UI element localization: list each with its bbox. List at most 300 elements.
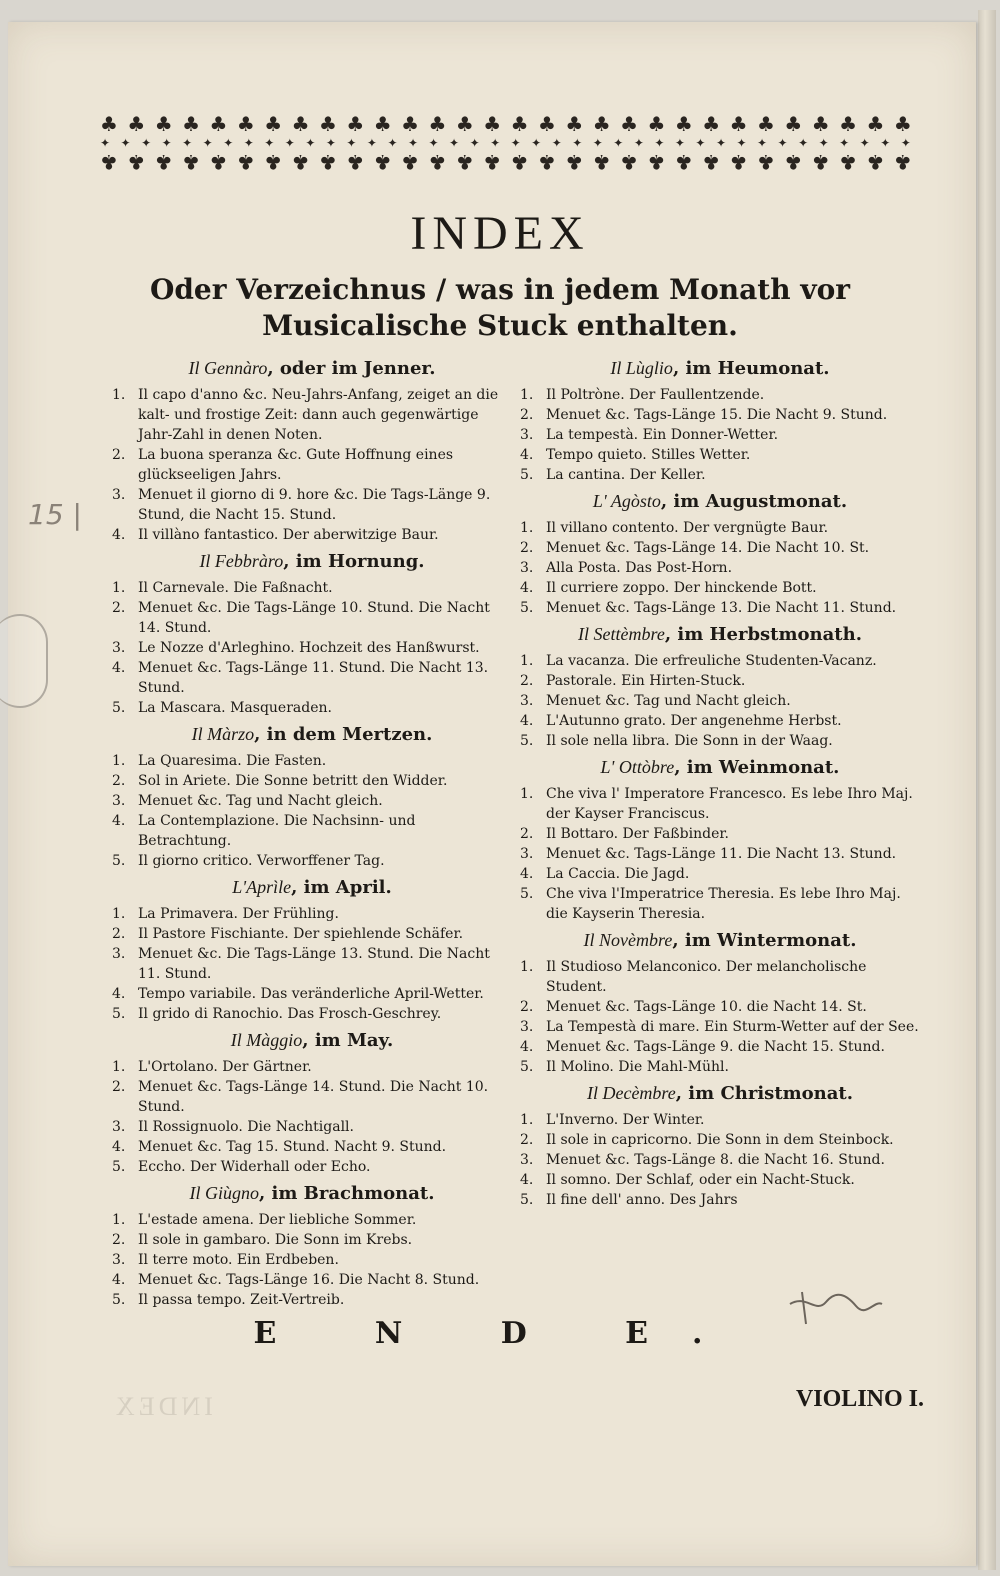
entry-number: 1.: [112, 580, 126, 596]
star-ornament-icon: ✦: [120, 136, 132, 150]
star-ornament-icon: ✦: [592, 136, 604, 150]
entry-number: 2.: [112, 773, 126, 789]
entry-text: Menuet &c. Tags-Länge 13. Die Nacht 11. Stund.: [546, 600, 897, 616]
fleuron-icon: ♣: [100, 112, 118, 136]
entry-text: Il somno. Der Schlaf, oder ein Nacht-Stuck.: [546, 1172, 855, 1188]
fleuron-icon: ♣: [893, 150, 912, 174]
fleuron-icon: ♣: [319, 112, 337, 136]
fleuron-icon: ♣: [346, 150, 365, 174]
star-ornament-icon: ✦: [243, 136, 255, 150]
entry-number: 3.: [520, 1019, 534, 1035]
fleuron-icon: ♣: [455, 112, 474, 136]
entry-number: 2.: [112, 447, 126, 463]
star-ornament-icon: ✦: [613, 136, 625, 150]
index-entry: [520, 1170, 920, 1190]
entry-text: Pastorale. Ein Hirten-Stuck.: [546, 673, 746, 689]
index-entry: [112, 1004, 512, 1024]
binding-ring: [0, 614, 48, 708]
index-entry: [112, 1230, 512, 1250]
index-entry: [520, 844, 920, 864]
entry-number: 4.: [112, 986, 126, 1002]
star-ornament-icon: ✦: [551, 136, 563, 150]
fleuron-icon: ♣: [565, 112, 584, 136]
index-entry: [520, 425, 920, 445]
fleuron-icon: ♣: [538, 150, 556, 174]
month-german: , im Brachmonat.: [259, 1183, 435, 1204]
entry-text: L'Autunno grato. Der angenehme Herbst.: [546, 713, 842, 729]
entry-text: Il capo d'anno &c. Neu-Jahrs-Anfang, zeiget an die kalt- und frostige Zeit: dann auch gegenwärtige Jahr-Zahl in denen Noten.: [138, 387, 499, 443]
month-italian: Il Lùglio: [610, 358, 673, 378]
fleuron-icon: ♣: [674, 112, 693, 136]
entry-number: 2.: [112, 1232, 126, 1248]
month-heading: [520, 622, 920, 647]
entry-text: Il Pastore Fischiante. Der spiehlende Schäfer.: [138, 926, 464, 942]
entry-number: 4.: [520, 1039, 534, 1055]
star-ornament-icon: ✦: [325, 136, 337, 150]
month-heading: [520, 1081, 920, 1106]
entry-text: Menuet &c. Tags-Länge 10. die Nacht 14. St.: [546, 999, 867, 1015]
index-entry: [112, 1290, 512, 1310]
month-italian: Il Gennàro: [188, 358, 268, 378]
entry-text: La tempestà. Ein Donner-Wetter.: [546, 427, 779, 443]
index-entry: [520, 824, 920, 844]
index-entry: [520, 598, 920, 618]
fleuron-icon: ♣: [647, 150, 666, 174]
fleuron-icon: ♣: [702, 112, 721, 136]
fleuron-icon: ♣: [674, 150, 693, 174]
footer-label: VIOLINO I.: [795, 1386, 924, 1412]
entry-text: Menuet &c. Tag 15. Stund. Nacht 9. Stund.: [138, 1139, 447, 1155]
entry-text: La vacanza. Die erfreuliche Studenten-Vacanz.: [546, 653, 877, 669]
entry-text: Che viva l' Imperatore Francesco. Es lebe Ihro Maj. der Kayser Franciscus.: [546, 786, 913, 822]
entry-text: Il sole in capricorno. Die Sonn in dem Steinbock.: [546, 1132, 894, 1148]
fleuron-icon: ♣: [538, 112, 556, 136]
bleed-through-text: INDEX: [112, 1392, 213, 1421]
month-german: , in dem Mertzen.: [254, 724, 433, 745]
page-subtitle: Oder Verzeichnus / was in jedem Monath vor Musicalische Stuck enthalten.: [149, 273, 851, 342]
ornament-border: [100, 114, 912, 194]
fleuron-icon: ♣: [647, 112, 666, 136]
month-german: , im Hornung.: [283, 551, 425, 572]
entry-text: Eccho. Der Widerhall oder Echo.: [138, 1159, 371, 1175]
fleuron-icon: ♣: [866, 150, 885, 174]
fleuron-icon: ♣: [236, 112, 255, 136]
index-entry: [112, 1137, 512, 1157]
entry-number: 4.: [112, 527, 126, 543]
index-entry: [112, 944, 512, 984]
entry-text: La Tempestà di mare. Ein Sturm-Wetter auf der See.: [546, 1019, 919, 1035]
month-german: , im Christmonat.: [675, 1083, 854, 1104]
star-ornament-icon: ✦: [757, 136, 769, 150]
star-ornament-icon: ✦: [141, 136, 153, 150]
entry-number: 4.: [520, 580, 534, 596]
entry-number: 4.: [520, 1172, 534, 1188]
entry-text: Menuet &c. Tags-Länge 14. Stund. Die Nacht 10. Stund.: [138, 1079, 489, 1115]
index-entry: [112, 598, 512, 638]
index-entry: [112, 525, 512, 545]
index-entry: [112, 485, 512, 525]
entry-text: Menuet &c. Tags-Länge 14. Die Nacht 10. St.: [546, 540, 870, 556]
star-ornament-icon: ✦: [100, 136, 112, 150]
fleuron-icon: ♣: [811, 112, 830, 136]
entry-text: Il grido di Ranochio. Das Frosch-Geschrey.: [138, 1006, 442, 1022]
fleuron-icon: ♣: [702, 150, 721, 174]
entry-number: 2.: [112, 1079, 126, 1095]
fleuron-icon: ♣: [483, 150, 502, 174]
star-ornament-icon: ✦: [736, 136, 748, 150]
fleuron-icon: ♣: [264, 112, 283, 136]
ornament-row-bottom: [100, 152, 912, 172]
index-entry: [112, 698, 512, 718]
entry-text: L'Inverno. Der Winter.: [546, 1112, 705, 1128]
entry-number: 3.: [520, 427, 534, 443]
entry-text: Il sole in gambaro. Die Sonn im Krebs.: [138, 1232, 413, 1248]
left-column: [112, 352, 512, 1310]
month-heading: [520, 489, 920, 514]
entry-number: 1.: [112, 753, 126, 769]
entry-number: 5.: [520, 1192, 534, 1208]
entry-number: 1.: [520, 1112, 534, 1128]
entry-number: 4.: [112, 1139, 126, 1155]
fleuron-icon: ♣: [209, 150, 228, 174]
month-heading: [520, 928, 920, 953]
index-entry: [520, 538, 920, 558]
star-ornament-icon: ✦: [161, 136, 173, 150]
entry-text: Menuet &c. Tag und Nacht gleich.: [138, 793, 383, 809]
entry-text: Menuet &c. Tags-Länge 11. Stund. Die Nacht 13. Stund.: [138, 660, 489, 696]
entry-number: 4.: [112, 813, 126, 829]
star-ornament-icon: ✦: [387, 136, 399, 150]
entry-number: 3.: [112, 793, 126, 809]
star-ornament-icon: ✦: [469, 136, 481, 150]
fleuron-icon: ♣: [592, 112, 611, 136]
index-entry: [520, 578, 920, 598]
month-italian: L' Ottòbre: [600, 757, 675, 777]
entry-text: Menuet &c. Tags-Länge 8. die Nacht 16. Stund.: [546, 1152, 885, 1168]
star-ornament-icon: ✦: [654, 136, 666, 150]
entry-text: Che viva l'Imperatrice Theresia. Es lebe Ihro Maj. die Kayserin Theresia.: [546, 886, 901, 922]
entry-text: Le Nozze d'Arleghino. Hochzeit des Hanßwurst.: [138, 640, 480, 656]
month-italian: L'Aprìle: [232, 877, 292, 897]
star-ornament-icon: ✦: [572, 136, 584, 150]
month-german: , im Augustmonat.: [660, 491, 848, 512]
entry-text: Menuet &c. Tags-Länge 16. Die Nacht 8. Stund.: [138, 1272, 480, 1288]
entry-number: 3.: [112, 1252, 126, 1268]
page-title: INDEX: [410, 207, 590, 260]
entry-number: 4.: [520, 447, 534, 463]
star-ornament-icon: ✦: [798, 136, 810, 150]
entry-text: La buona speranza &c. Gute Hoffnung eines glückseeligen Jahrs.: [138, 447, 454, 483]
index-entry: [520, 711, 920, 731]
entry-text: Menuet &c. Tags-Länge 9. die Nacht 15. Stund.: [546, 1039, 885, 1055]
index-entry: [520, 445, 920, 465]
month-italian: Il Màrzo: [191, 724, 255, 744]
star-ornament-icon: ✦: [407, 136, 420, 150]
month-heading: [520, 755, 920, 780]
month-german: , im Herbstmonath.: [664, 624, 862, 645]
fleuron-icon: ♣: [154, 112, 173, 136]
entry-number: 2.: [112, 600, 126, 616]
fleuron-icon: ♣: [839, 150, 858, 174]
ende-text: E N D E.: [253, 1316, 747, 1351]
index-entry: [112, 1210, 512, 1230]
entry-number: 2.: [520, 407, 534, 423]
fleuron-icon: ♣: [455, 150, 474, 174]
index-entry: [520, 405, 920, 425]
entry-text: Menuet &c. Tag und Nacht gleich.: [546, 693, 791, 709]
star-ornament-icon: ✦: [531, 136, 543, 150]
fleuron-icon: ♣: [319, 150, 337, 174]
month-german: , im April.: [291, 877, 392, 898]
index-entry: [520, 465, 920, 485]
star-ornament-icon: ✦: [305, 136, 317, 150]
fleuron-icon: ♣: [428, 150, 447, 174]
star-ornament-icon: ✦: [223, 136, 235, 150]
entry-text: Il terre moto. Ein Erdbeben.: [138, 1252, 339, 1268]
fleuron-icon: ♣: [373, 150, 392, 174]
month-italian: L' Agòsto: [592, 491, 661, 511]
entry-text: Il fine dell' anno. Des Jahrs: [546, 1192, 738, 1208]
fleuron-icon: ♣: [510, 150, 529, 174]
month-italian: Il Novèmbre: [583, 930, 673, 950]
entry-number: 4.: [112, 1272, 126, 1288]
fleuron-icon: ♣: [100, 150, 118, 174]
entry-text: La Quaresima. Die Fasten.: [138, 753, 327, 769]
entry-text: Il villano contento. Der vergnügte Baur.: [546, 520, 829, 536]
index-entry: [520, 1110, 920, 1130]
star-ornament-icon: ✦: [695, 136, 707, 150]
index-entry: [112, 984, 512, 1004]
entry-number: 3.: [520, 693, 534, 709]
entry-number: 2.: [520, 673, 534, 689]
entry-number: 5.: [520, 733, 534, 749]
fleuron-icon: ♣: [757, 112, 775, 136]
entry-number: 5.: [112, 700, 126, 716]
entry-text: Alla Posta. Das Post-Horn.: [546, 560, 733, 576]
handwritten-signature: [786, 1284, 886, 1328]
entry-number: 3.: [112, 1119, 126, 1135]
fleuron-icon: ♣: [729, 112, 748, 136]
entry-text: Il Molino. Die Mahl-Mühl.: [546, 1059, 729, 1075]
entry-number: 4.: [520, 713, 534, 729]
entry-number: 1.: [520, 520, 534, 536]
fleuron-icon: ♣: [401, 112, 420, 136]
star-ornament-icon: ✦: [510, 136, 522, 150]
entry-text: L'estade amena. Der liebliche Sommer.: [138, 1212, 417, 1228]
entry-number: 2.: [520, 826, 534, 842]
fleuron-icon: ♣: [784, 112, 803, 136]
entry-text: Tempo quieto. Stilles Wetter.: [546, 447, 751, 463]
month-german: , im Wintermonat.: [672, 930, 857, 951]
entry-number: 3.: [520, 846, 534, 862]
entry-text: Il Studioso Melanconico. Der melancholische Student.: [546, 959, 867, 995]
index-entry: [112, 1117, 512, 1137]
month-heading: [112, 722, 512, 747]
entry-text: La Primavera. Der Frühling.: [138, 906, 339, 922]
fleuron-icon: ♣: [620, 150, 639, 174]
entry-number: 2.: [520, 999, 534, 1015]
index-entry: [112, 638, 512, 658]
month-italian: Il Settèmbre: [578, 624, 665, 644]
fleuron-icon: ♣: [154, 150, 173, 174]
month-heading: [520, 356, 920, 381]
entry-text: Il Rossignuolo. Die Nachtigall.: [138, 1119, 354, 1135]
fleuron-icon: ♣: [236, 150, 255, 174]
index-entry: [112, 811, 512, 851]
entry-number: 1.: [520, 959, 534, 975]
entry-number: 3.: [520, 1152, 534, 1168]
entry-text: Menuet &c. Tags-Länge 11. Die Nacht 13. Stund.: [546, 846, 897, 862]
index-entry: [520, 1190, 920, 1210]
fleuron-icon: ♣: [182, 150, 201, 174]
fleuron-icon: ♣: [729, 150, 748, 174]
month-german: , im Heumonat.: [672, 358, 830, 379]
index-entry: [520, 784, 920, 824]
month-german: , oder im Jenner.: [267, 358, 436, 379]
month-italian: Il Decèmbre: [586, 1083, 676, 1103]
month-heading: [112, 549, 512, 574]
entry-text: La Mascara. Masqueraden.: [138, 700, 332, 716]
entry-number: 2.: [112, 926, 126, 942]
index-entry: [112, 1250, 512, 1270]
entry-number: 4.: [520, 866, 534, 882]
index-entry: [112, 1270, 512, 1290]
index-entry: [112, 1157, 512, 1177]
star-ornament-icon: ✦: [880, 136, 892, 150]
star-ornament-icon: ✦: [490, 136, 502, 150]
fleuron-icon: ♣: [428, 112, 447, 136]
ornament-row-top: [100, 114, 912, 134]
star-ornament-icon: ✦: [839, 136, 851, 150]
star-ornament-icon: ✦: [715, 136, 727, 150]
entry-number: 5.: [112, 1292, 126, 1308]
fleuron-icon: ♣: [811, 150, 830, 174]
entry-text: Menuet il giorno di 9. hore &c. Die Tags-Länge 9. Stund, die Nacht 15. Stund.: [138, 487, 491, 523]
index-entry: [520, 884, 920, 924]
index-entry: [520, 997, 920, 1017]
month-heading: [112, 1181, 512, 1206]
star-ornament-icon: ✦: [818, 136, 830, 150]
index-entry: [112, 658, 512, 698]
fleuron-icon: ♣: [291, 150, 310, 174]
fleuron-icon: ♣: [784, 150, 803, 174]
month-german: , im Weinmonat.: [674, 757, 840, 778]
entry-text: La cantina. Der Keller.: [546, 467, 706, 483]
entry-text: Il giorno critico. Verworffener Tag.: [138, 853, 385, 869]
entry-text: Menuet &c. Die Tags-Länge 10. Stund. Die Nacht 14. Stund.: [138, 600, 490, 636]
index-entry: [112, 385, 512, 445]
index-entry: [112, 851, 512, 871]
entry-number: 5.: [112, 1159, 126, 1175]
entry-text: Il Bottaro. Der Faßbinder.: [546, 826, 729, 842]
entry-text: Il sole nella libra. Die Sonn in der Waag.: [546, 733, 833, 749]
fleuron-icon: ♣: [866, 112, 885, 136]
entry-text: Menuet &c. Tags-Länge 15. Die Nacht 9. Stund.: [546, 407, 888, 423]
fleuron-icon: ♣: [127, 150, 146, 174]
entry-number: 5.: [520, 1059, 534, 1075]
fleuron-icon: ♣: [565, 150, 584, 174]
fleuron-icon: ♣: [510, 112, 529, 136]
star-ornament-icon: ✦: [346, 136, 358, 150]
index-entry: [520, 691, 920, 711]
right-column: [520, 352, 920, 1210]
star-ornament-icon: ✦: [900, 136, 912, 150]
index-entry: [112, 771, 512, 791]
entry-number: 1.: [520, 653, 534, 669]
fleuron-icon: ♣: [291, 112, 310, 136]
index-entry: [112, 1077, 512, 1117]
index-entry: [520, 731, 920, 751]
fleuron-icon: ♣: [483, 112, 502, 136]
fleuron-icon: ♣: [264, 150, 283, 174]
entry-number: 5.: [520, 886, 534, 902]
entry-number: 4.: [112, 660, 126, 676]
entry-number: 1.: [520, 786, 534, 802]
index-entry: [520, 671, 920, 691]
margin-note: 15 |: [28, 498, 82, 531]
entry-text: Il curriere zoppo. Der hinckende Bott.: [546, 580, 817, 596]
month-heading: [112, 875, 512, 900]
entry-number: 1.: [112, 906, 126, 922]
star-ornament-icon: ✦: [633, 136, 645, 150]
star-ornament-icon: ✦: [366, 136, 378, 150]
entry-number: 1.: [112, 1212, 126, 1228]
fleuron-icon: ♣: [209, 112, 228, 136]
entry-number: 3.: [520, 560, 534, 576]
entry-number: 5.: [520, 467, 534, 483]
fleuron-icon: ♣: [401, 150, 420, 174]
entry-number: 1.: [520, 387, 534, 403]
fleuron-icon: ♣: [757, 150, 775, 174]
entry-text: Il Poltròne. Der Faullentzende.: [546, 387, 765, 403]
entry-text: Il Carnevale. Die Faßnacht.: [138, 580, 333, 596]
index-entry: [520, 1057, 920, 1077]
entry-number: 1.: [112, 1059, 126, 1075]
star-ornament-icon: ✦: [449, 136, 461, 150]
index-entry: [112, 924, 512, 944]
star-ornament-icon: ✦: [777, 136, 789, 150]
fleuron-icon: ♣: [893, 112, 912, 136]
month-heading: [112, 356, 512, 381]
index-entry: [520, 864, 920, 884]
index-entry: [520, 957, 920, 997]
entry-number: 2.: [520, 540, 534, 556]
entry-number: 2.: [520, 1132, 534, 1148]
fleuron-icon: ♣: [620, 112, 639, 136]
month-german: , im May.: [302, 1030, 394, 1051]
index-entry: [520, 1130, 920, 1150]
entry-number: 1.: [112, 387, 126, 403]
index-entry: [112, 904, 512, 924]
index-entry: [112, 578, 512, 598]
entry-number: 3.: [112, 946, 126, 962]
entry-number: 5.: [112, 1006, 126, 1022]
fleuron-icon: ♣: [373, 112, 392, 136]
entry-text: Il villàno fantastico. Der aberwitzige Baur.: [138, 527, 439, 543]
star-ornament-icon: ✦: [182, 136, 194, 150]
entry-number: 3.: [112, 487, 126, 503]
fleuron-icon: ♣: [182, 112, 201, 136]
star-ornament-icon: ✦: [264, 136, 276, 150]
index-entry: [520, 385, 920, 405]
entry-number: 5.: [520, 600, 534, 616]
entry-text: La Contemplazione. Die Nachsinn- und Betrachtung.: [138, 813, 416, 849]
entry-text: Tempo variabile. Das veränderliche April-Wetter.: [138, 986, 484, 1002]
star-ornament-icon: ✦: [859, 136, 871, 150]
index-entry: [112, 445, 512, 485]
month-italian: Il Màggio: [230, 1030, 303, 1050]
fleuron-icon: ♣: [346, 112, 365, 136]
